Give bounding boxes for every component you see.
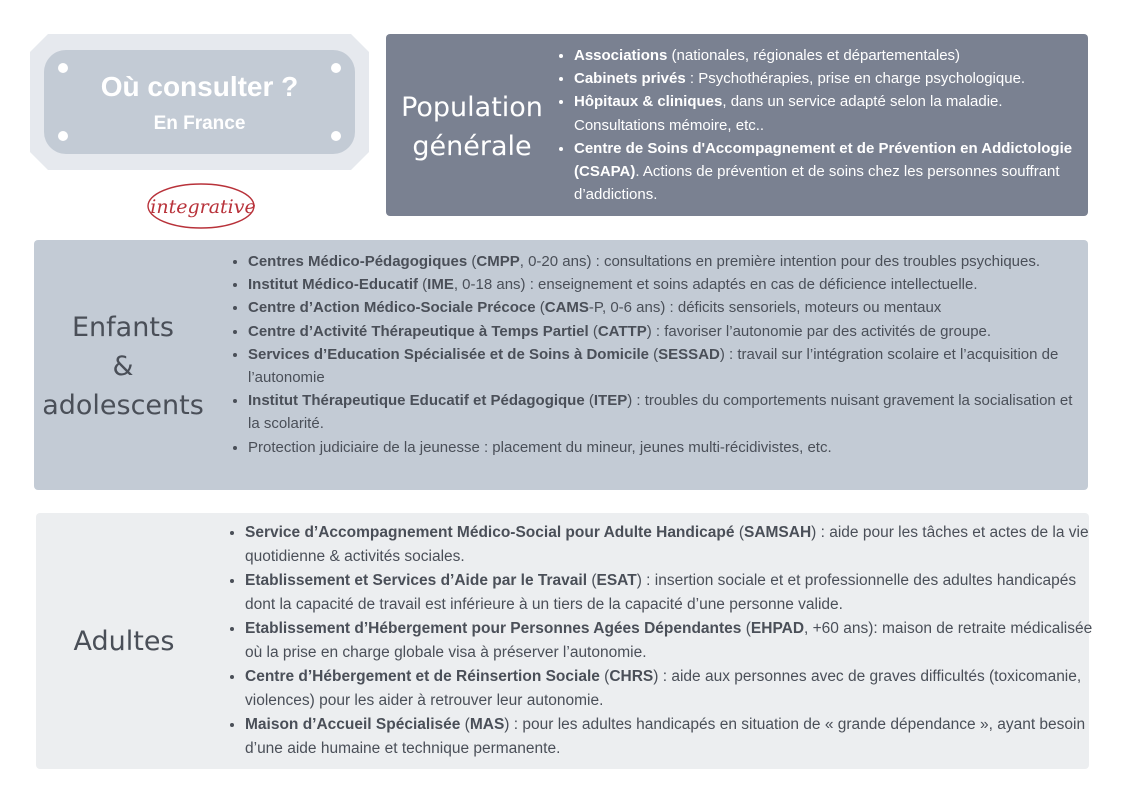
list-item — [245, 521, 1093, 569]
item-bold: Institut Thérapeutique Educatif et Pédagogique — [248, 392, 585, 410]
children-panel — [34, 240, 1088, 490]
list-item — [574, 90, 1092, 136]
item-acronym: SAMSAH — [743, 524, 812, 541]
item-acronym: CAMS — [544, 299, 589, 317]
adults-panel — [36, 513, 1093, 769]
item-bold: Cabinets privés — [574, 70, 686, 88]
item-text: ) : insertion sociale et et professionnelle des adultes handicapés dont la capacité de travail est inférieure à un tiers de la capacité d’une personne valide. — [245, 572, 1077, 613]
list-item — [248, 436, 1088, 459]
list-item — [245, 569, 1093, 617]
item-bold: Maison d’Accueil Spécialisée — [245, 716, 461, 733]
item-text: , dans un service adapté selon la maladie. Consultations mémoire, etc.. — [574, 93, 1003, 134]
item-text: ( — [418, 276, 428, 294]
item-text: , 0-20 ans) : consultations en première intention pour des troubles psychiques. — [519, 253, 1041, 270]
item-text: Protection judiciaire de la jeunesse : placement du mineur, jeunes multi-récidivistes, etc. — [248, 438, 832, 456]
general-population-label — [392, 88, 552, 166]
item-bold: Centre d’Activité Thérapeutique à Temps Partiel — [248, 322, 589, 340]
label-line: adolescents — [42, 390, 204, 421]
item-text: ) : travail sur l’intégration scolaire et l’acquisition de l’autonomie — [248, 345, 1059, 387]
adults-list — [231, 521, 1093, 761]
item-bold: Centres Médico-Pédagogiques — [248, 253, 468, 270]
item-bold: Centre d’Hébergement et de Réinsertion Sociale — [245, 668, 600, 685]
item-text: ( — [599, 668, 610, 685]
item-bold: Hôpitaux & cliniques — [574, 93, 723, 111]
label-line: Enfants — [72, 312, 174, 343]
children-label — [40, 308, 206, 425]
item-text: ( — [460, 716, 470, 733]
item-bold: Centre d’Action Médico-Sociale Précoce — [248, 299, 536, 317]
item-text: ( — [535, 299, 545, 317]
item-bold: Service d’Accompagnement Médico-Social pour Adulte Handicapé — [245, 524, 735, 541]
item-text: ( — [741, 620, 751, 637]
item-acronym: MAS — [469, 716, 505, 733]
item-acronym: ITEP — [593, 392, 628, 410]
list-item — [248, 343, 1088, 389]
item-acronym: CATTP — [597, 322, 647, 340]
list-item — [245, 665, 1093, 713]
item-text: ) : pour les adultes handicapés en situation de « grande dépendance », ayant besoin d’une aide humaine et technique permanente. — [245, 716, 1086, 757]
list-item — [245, 617, 1093, 665]
item-bold: Etablissement d’Hébergement pour Personnes Agées Dépendantes — [245, 620, 742, 637]
item-bold: Services d’Education Spécialisée et de Soins à Domicile — [248, 345, 649, 363]
label-line: Population — [401, 92, 543, 123]
list-item — [248, 250, 1088, 273]
item-text: ) : aide pour les tâches et actes de la vie quotidienne & activités sociales. — [245, 524, 1089, 565]
item-text: ( — [734, 524, 744, 541]
item-acronym: SESSAD — [658, 345, 720, 363]
item-text: , +60 ans): maison de retraite médicalisée où la prise en charge globale visa à préserver l’autonomie. — [245, 620, 1093, 661]
page-title: Où consulter ? — [100, 71, 299, 102]
item-text: : Psychothérapies, prise en charge psychologique. — [685, 70, 1026, 88]
item-bold: Associations — [574, 47, 668, 64]
general-population-panel — [386, 34, 1088, 216]
item-acronym: CMPP — [476, 253, 520, 270]
item-text: ) : troubles du comportements nuisant gravement la socialisation et la scolarité. — [248, 392, 1073, 433]
item-text: , 0-18 ans) : enseignement et soins adaptés en cas de déficience intellectuelle. — [453, 276, 978, 294]
label-line: générale — [412, 131, 532, 162]
adults-label: Adultes — [73, 626, 175, 657]
item-text: . Actions de prévention et de soins chez les personnes souffrant d’addictions. — [574, 163, 1060, 204]
item-acronym: ESAT — [596, 572, 637, 589]
item-acronym: CHRS — [609, 668, 654, 685]
item-bold: Centre de Soins d'Accompagnement et de Prévention en Addictologie (CSAPA) — [574, 139, 1073, 181]
list-item — [574, 44, 1092, 67]
item-text: ( — [587, 572, 597, 589]
list-item — [574, 67, 1092, 90]
list-item — [245, 713, 1093, 761]
integrative-logo — [146, 181, 256, 231]
page-subtitle: En France — [153, 113, 246, 134]
item-text: ) : aide aux personnes avec de graves difficultés (toxicomanie, violences) pour les aider à retrouver leur autonomie. — [245, 668, 1082, 709]
item-bold: Institut Médico-Educatif — [248, 276, 418, 294]
item-text: ( — [588, 322, 598, 340]
list-item — [248, 389, 1088, 435]
label-line: & — [112, 351, 134, 382]
item-acronym: EHPAD — [750, 620, 805, 637]
item-text: ) : favoriser l’autonomie par des activités de groupe. — [646, 322, 992, 340]
children-list — [234, 250, 1088, 459]
item-text: ( — [467, 253, 477, 270]
item-text: (nationales, régionales et départementales) — [667, 47, 961, 64]
list-item — [248, 296, 1088, 319]
item-text: ( — [584, 392, 594, 410]
item-text: -P, 0-6 ans) : déficits sensoriels, moteurs ou mentaux — [588, 299, 942, 317]
list-item — [248, 320, 1088, 343]
list-item — [248, 273, 1088, 296]
item-text: ( — [649, 345, 659, 363]
logo-text: integrative — [150, 196, 256, 218]
list-item — [574, 137, 1092, 207]
item-acronym: IME — [427, 276, 454, 294]
general-population-list — [560, 44, 1092, 206]
item-bold: Etablissement et Services d’Aide par le Travail — [245, 572, 588, 589]
